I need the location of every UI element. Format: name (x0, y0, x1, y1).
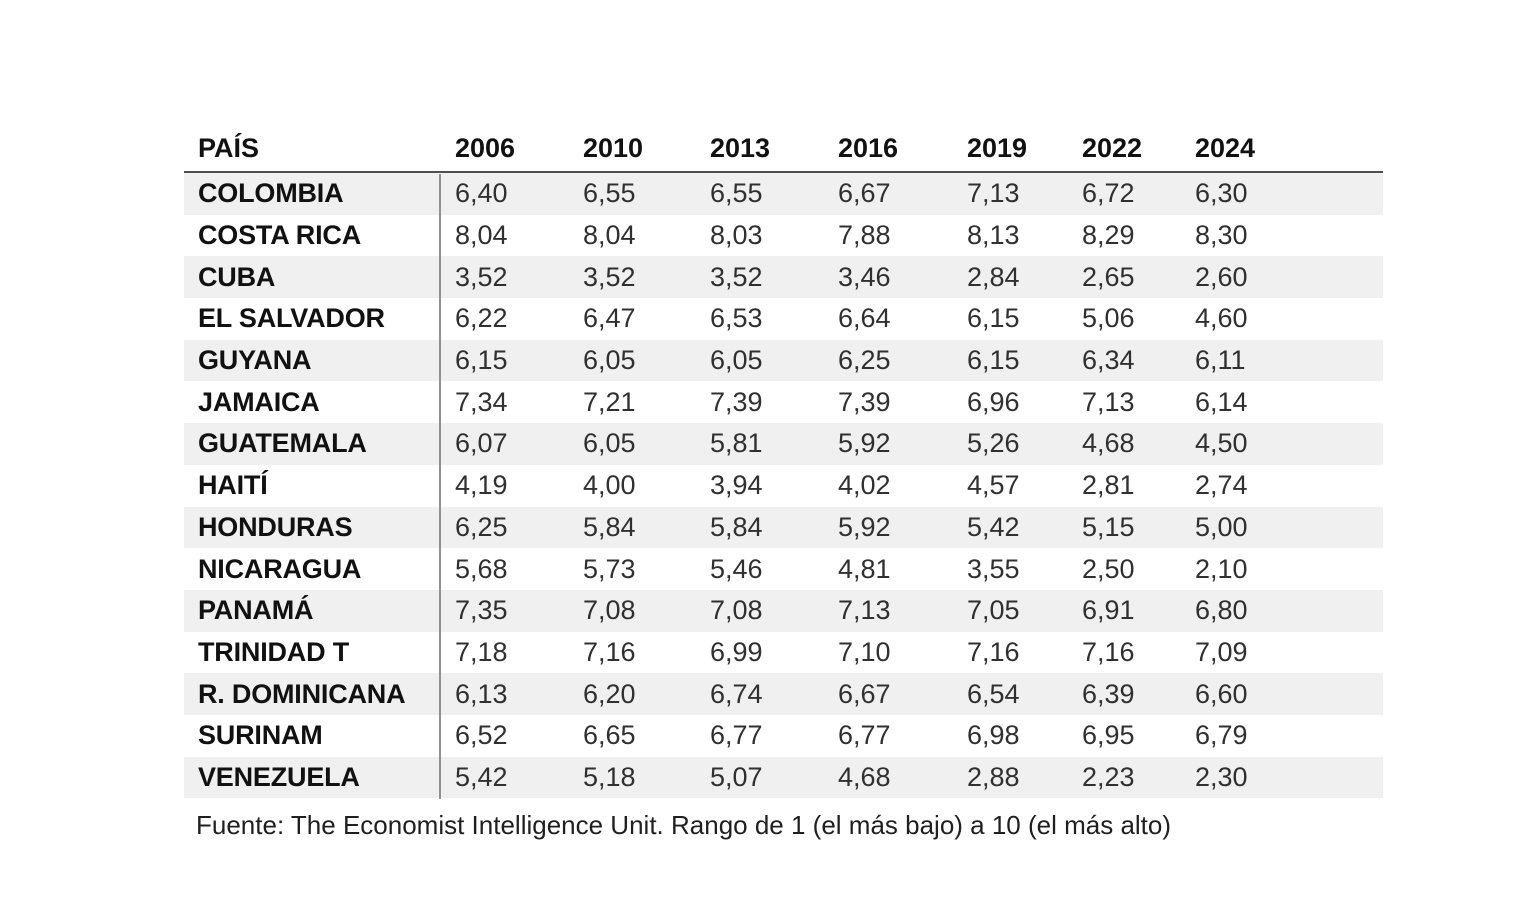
score-value: 6,20 (583, 678, 636, 709)
score-value: 6,55 (710, 178, 763, 209)
table-row (184, 715, 1383, 757)
score-value: 7,88 (838, 220, 891, 251)
score-value: 5,15 (1082, 511, 1135, 542)
country-name: R. DOMINICANA (198, 678, 406, 709)
country-name: SURINAM (198, 720, 323, 751)
country-name: VENEZUELA (198, 761, 360, 792)
score-value: 6,05 (583, 345, 636, 376)
score-value: 2,65 (1082, 261, 1135, 292)
score-value: 5,42 (455, 761, 508, 792)
score-value: 7,35 (455, 595, 508, 626)
score-value: 5,73 (583, 553, 636, 584)
score-value: 6,22 (455, 303, 508, 334)
score-value: 8,04 (583, 220, 636, 251)
score-value: 5,42 (967, 511, 1020, 542)
score-value: 2,84 (967, 261, 1020, 292)
score-value: 2,30 (1195, 761, 1248, 792)
table-header-row (184, 127, 1383, 173)
table-row (184, 256, 1383, 298)
score-value: 7,16 (583, 636, 636, 667)
score-value: 5,92 (838, 428, 891, 459)
score-value: 5,84 (710, 511, 763, 542)
score-value: 5,81 (710, 428, 763, 459)
score-value: 4,00 (583, 470, 636, 501)
score-value: 6,80 (1195, 595, 1248, 626)
score-value: 5,06 (1082, 303, 1135, 334)
score-value: 7,21 (583, 386, 636, 417)
table-row (184, 423, 1383, 465)
score-value: 7,18 (455, 636, 508, 667)
column-header-year: 2010 (583, 133, 644, 163)
score-value: 4,57 (967, 470, 1020, 501)
table-row (184, 215, 1383, 257)
score-value: 2,10 (1195, 553, 1248, 584)
score-value: 3,94 (710, 470, 763, 501)
score-value: 6,07 (455, 428, 508, 459)
score-value: 6,72 (1082, 178, 1135, 209)
score-value: 7,16 (1082, 636, 1135, 667)
score-value: 7,13 (967, 178, 1020, 209)
score-value: 4,68 (1082, 428, 1135, 459)
score-value: 4,60 (1195, 303, 1248, 334)
score-value: 7,39 (838, 386, 891, 417)
score-value: 5,46 (710, 553, 763, 584)
source-note: Fuente: The Economist Intelligence Unit. Rango de 1 (el más bajo) a 10 (el más alto) (196, 810, 1172, 840)
country-name: HAITÍ (198, 470, 268, 501)
score-value: 8,29 (1082, 220, 1135, 251)
democracy-index-table (184, 127, 1383, 798)
country-name: EL SALVADOR (198, 303, 385, 334)
country-name: PANAMÁ (198, 595, 314, 626)
table-row (184, 381, 1383, 423)
score-value: 6,15 (967, 345, 1020, 376)
score-value: 7,09 (1195, 636, 1248, 667)
table-row (184, 673, 1383, 715)
score-value: 6,14 (1195, 386, 1248, 417)
score-value: 6,96 (967, 386, 1020, 417)
score-value: 8,03 (710, 220, 763, 251)
score-value: 6,11 (1195, 345, 1246, 376)
score-value: 6,34 (1082, 345, 1135, 376)
table-body (184, 173, 1383, 798)
score-value: 6,52 (455, 720, 508, 751)
score-value: 6,74 (710, 678, 763, 709)
table-row (184, 340, 1383, 382)
score-value: 4,68 (838, 761, 891, 792)
score-value: 5,68 (455, 553, 508, 584)
country-name: GUATEMALA (198, 428, 367, 459)
table-row (184, 465, 1383, 507)
score-value: 8,13 (967, 220, 1020, 251)
score-value: 3,52 (583, 261, 636, 292)
table-row (184, 757, 1383, 799)
score-value: 6,67 (838, 178, 891, 209)
score-value: 5,84 (583, 511, 636, 542)
score-value: 6,05 (710, 345, 763, 376)
score-value: 6,40 (455, 178, 508, 209)
score-value: 6,99 (710, 636, 763, 667)
column-divider-line (439, 174, 441, 800)
score-value: 7,13 (838, 595, 891, 626)
column-header-year: 2019 (967, 133, 1028, 163)
score-value: 6,98 (967, 720, 1020, 751)
score-value: 6,55 (583, 178, 636, 209)
table-row (184, 173, 1383, 215)
score-value: 6,79 (1195, 720, 1248, 751)
country-name: TRINIDAD T (198, 636, 349, 667)
country-name: GUYANA (198, 345, 312, 376)
score-value: 6,05 (583, 428, 636, 459)
score-value: 2,81 (1082, 470, 1135, 501)
score-value: 7,39 (710, 386, 763, 417)
score-value: 6,25 (455, 511, 508, 542)
score-value: 6,64 (838, 303, 891, 334)
score-value: 6,25 (838, 345, 891, 376)
score-value: 8,30 (1195, 220, 1248, 251)
column-header-year: 2024 (1195, 133, 1256, 163)
country-name: COLOMBIA (198, 178, 344, 209)
column-header-year: 2022 (1082, 133, 1143, 163)
score-value: 7,05 (967, 595, 1020, 626)
score-value: 6,15 (967, 303, 1020, 334)
score-value: 5,92 (838, 511, 891, 542)
country-name: NICARAGUA (198, 553, 362, 584)
column-header-year: 2006 (455, 133, 516, 163)
score-value: 7,08 (583, 595, 636, 626)
score-value: 6,15 (455, 345, 508, 376)
score-value: 6,30 (1195, 178, 1248, 209)
score-value: 7,16 (967, 636, 1020, 667)
score-value: 5,18 (583, 761, 636, 792)
score-value: 3,52 (455, 261, 508, 292)
country-name: CUBA (198, 261, 276, 292)
table-row (184, 507, 1383, 549)
table-row (184, 632, 1383, 674)
score-value: 6,39 (1082, 678, 1135, 709)
score-value: 6,91 (1082, 595, 1135, 626)
country-name: HONDURAS (198, 511, 353, 542)
score-value: 2,74 (1195, 470, 1248, 501)
score-value: 5,00 (1195, 511, 1248, 542)
score-value: 6,95 (1082, 720, 1135, 751)
column-header-year: 2013 (710, 133, 771, 163)
score-value: 4,02 (838, 470, 891, 501)
score-value: 4,81 (838, 553, 891, 584)
score-value: 8,04 (455, 220, 508, 251)
score-value: 7,34 (455, 386, 508, 417)
table-row (184, 548, 1383, 590)
score-value: 7,08 (710, 595, 763, 626)
score-value: 3,55 (967, 553, 1020, 584)
score-value: 6,53 (710, 303, 763, 334)
country-name: JAMAICA (198, 386, 320, 417)
score-value: 2,88 (967, 761, 1020, 792)
score-value: 4,50 (1195, 428, 1248, 459)
country-name: COSTA RICA (198, 220, 361, 251)
column-header-country: PAÍS (198, 133, 260, 163)
table-row (184, 298, 1383, 340)
score-value: 2,50 (1082, 553, 1135, 584)
score-value: 6,54 (967, 678, 1020, 709)
score-value: 4,19 (455, 470, 508, 501)
score-value: 7,10 (838, 636, 891, 667)
score-value: 6,67 (838, 678, 891, 709)
column-header-year: 2016 (838, 133, 899, 163)
score-value: 6,77 (838, 720, 891, 751)
table-row (184, 590, 1383, 632)
score-value: 6,65 (583, 720, 636, 751)
score-value: 3,52 (710, 261, 763, 292)
score-value: 6,47 (583, 303, 636, 334)
score-value: 6,60 (1195, 678, 1248, 709)
score-value: 7,13 (1082, 386, 1135, 417)
score-value: 3,46 (838, 261, 891, 292)
score-value: 2,60 (1195, 261, 1248, 292)
score-value: 6,77 (710, 720, 763, 751)
score-value: 5,26 (967, 428, 1020, 459)
score-value: 5,07 (710, 761, 763, 792)
score-value: 2,23 (1082, 761, 1135, 792)
score-value: 6,13 (455, 678, 508, 709)
